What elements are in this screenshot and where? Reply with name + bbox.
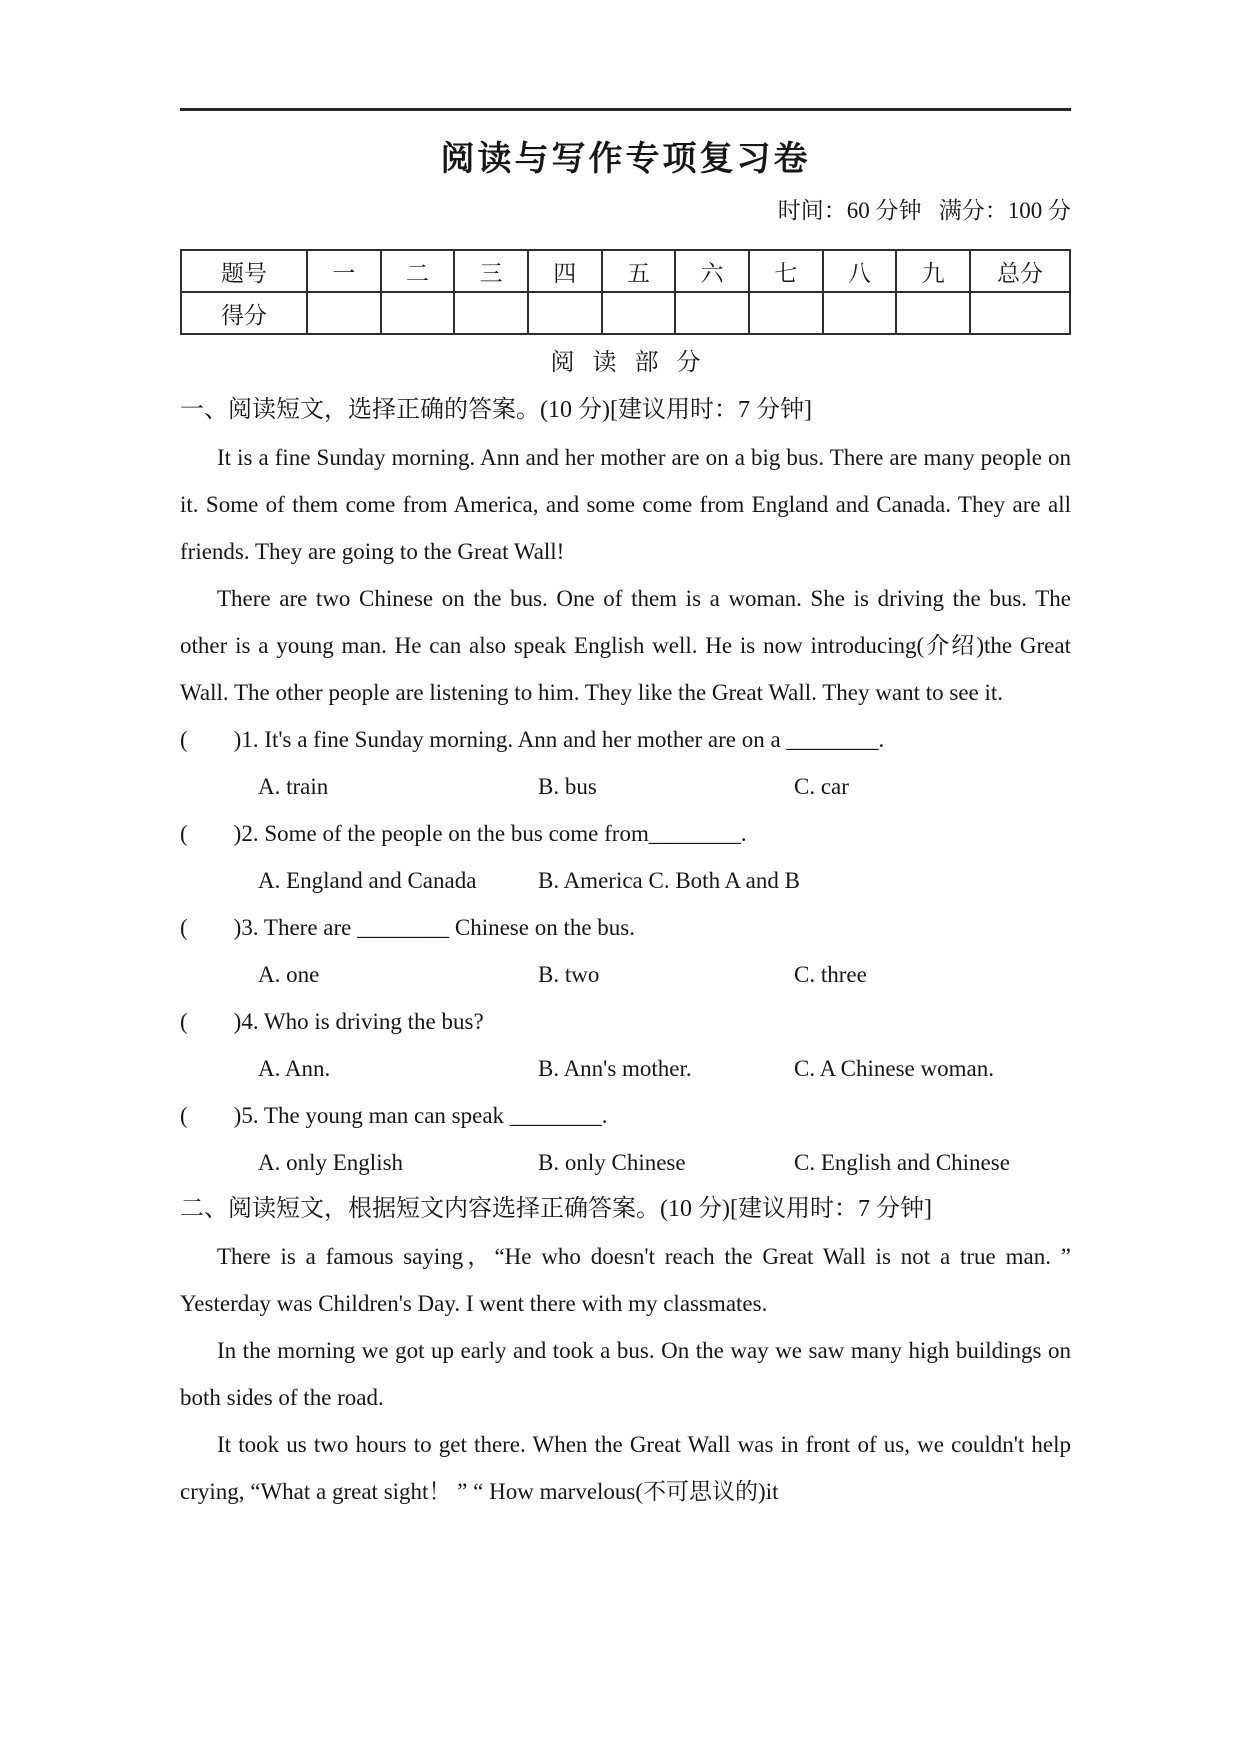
question-2 xyxy=(180,810,1071,904)
score-header-cell: 九 xyxy=(896,250,970,292)
option-c: C. A Chinese woman. xyxy=(794,1056,994,1081)
score-value-cell xyxy=(602,292,676,334)
score-value-cell xyxy=(896,292,970,334)
score-value-cell xyxy=(528,292,602,334)
section-1-paragraph: There are two Chinese on the bus. One of them is a woman. She is driving the bus. The other is a young man. He can also speak English well. He is now introducing(介绍)the Great Wall. The other people are listening to him. They like the Great Wall. They want to see it. xyxy=(180,586,1071,705)
option-b: B. America C. Both A and B xyxy=(538,868,800,893)
score-table-header-row xyxy=(181,250,1070,292)
exam-meta: 时间：60 分钟 满分：100 分 xyxy=(777,198,1071,223)
score-table xyxy=(180,249,1071,335)
score-header-cell: 一 xyxy=(307,250,381,292)
score-header-cell: 五 xyxy=(602,250,676,292)
question-prompt: ( )5. The young man can speak ________. xyxy=(180,1103,608,1128)
score-header-cell: 四 xyxy=(528,250,602,292)
question-1 xyxy=(180,716,1071,810)
question-prompt: ( )1. It's a fine Sunday morning. Ann and her mother are on a ________. xyxy=(180,727,885,752)
question-options xyxy=(180,1045,1071,1092)
question-prompt: ( )2. Some of the people on the bus come from________. xyxy=(180,821,747,846)
score-value-cell xyxy=(454,292,528,334)
score-value-cell xyxy=(675,292,749,334)
section-1-heading: 一、阅读短文，选择正确的答案。(10 分)[建议用时：7 分钟] xyxy=(180,397,812,423)
option-b: B. two xyxy=(538,962,600,987)
score-header-cell: 二 xyxy=(381,250,455,292)
option-b: B. Ann's mother. xyxy=(538,1056,692,1081)
exam-page xyxy=(180,0,1071,1515)
question-3 xyxy=(180,904,1071,998)
question-5 xyxy=(180,1092,1071,1186)
score-value-cell xyxy=(307,292,381,334)
score-header-cell: 八 xyxy=(823,250,897,292)
option-a: A. one xyxy=(258,962,320,987)
reading-part-header: 阅 读 部 分 xyxy=(550,350,701,376)
option-c: C. three xyxy=(794,962,867,987)
question-4 xyxy=(180,998,1071,1092)
section-2-paragraph: It took us two hours to get there. When the Great Wall was in front of us, we couldn't help crying, “What a great sight！ ” “ How marvelous(不可思议的)it xyxy=(180,1432,1071,1504)
question-options xyxy=(180,857,1071,904)
score-value-cell xyxy=(823,292,897,334)
score-label-cell: 得分 xyxy=(181,292,307,334)
question-options xyxy=(180,763,1071,810)
option-a: A. only English xyxy=(258,1150,404,1175)
option-a: A. Ann. xyxy=(258,1056,331,1081)
option-c: C. car xyxy=(794,774,849,799)
score-value-cell xyxy=(749,292,823,334)
score-table-value-row xyxy=(181,292,1070,334)
score-header-cell: 三 xyxy=(454,250,528,292)
question-options xyxy=(180,951,1071,998)
option-a: A. England and Canada xyxy=(258,868,477,893)
score-value-cell xyxy=(970,292,1070,334)
section-2-paragraph: In the morning we got up early and took a bus. On the way we saw many high buildings on both sides of the road. xyxy=(180,1338,1071,1410)
option-b: B. bus xyxy=(538,774,597,799)
section-2-paragraph: There is a famous saying，“He who doesn't reach the Great Wall is not a true man. ” Yesterday was Children's Day. I went there with my classmates. xyxy=(180,1244,1071,1316)
section-2-heading: 二、阅读短文，根据短文内容选择正确答案。(10 分)[建议用时：7 分钟] xyxy=(180,1196,932,1222)
score-header-cell: 七 xyxy=(749,250,823,292)
question-prompt: ( )4. Who is driving the bus? xyxy=(180,1009,484,1034)
question-prompt: ( )3. There are ________ Chinese on the bus. xyxy=(180,915,636,940)
score-value-cell xyxy=(381,292,455,334)
option-b: B. only Chinese xyxy=(538,1150,686,1175)
score-header-cell: 题号 xyxy=(181,250,307,292)
top-rule xyxy=(180,108,1071,111)
score-header-cell: 总分 xyxy=(970,250,1070,292)
score-header-cell: 六 xyxy=(675,250,749,292)
option-c: C. English and Chinese xyxy=(794,1150,1010,1175)
question-options xyxy=(180,1139,1071,1186)
page-title: 阅读与写作专项复习卷 xyxy=(440,140,811,178)
option-a: A. train xyxy=(258,774,329,799)
section-1-paragraph: It is a fine Sunday morning. Ann and her mother are on a big bus. There are many people on it. Some of them come from America, and some come from England and Canada. They are all friends. They are going to the Great Wall! xyxy=(180,445,1071,564)
